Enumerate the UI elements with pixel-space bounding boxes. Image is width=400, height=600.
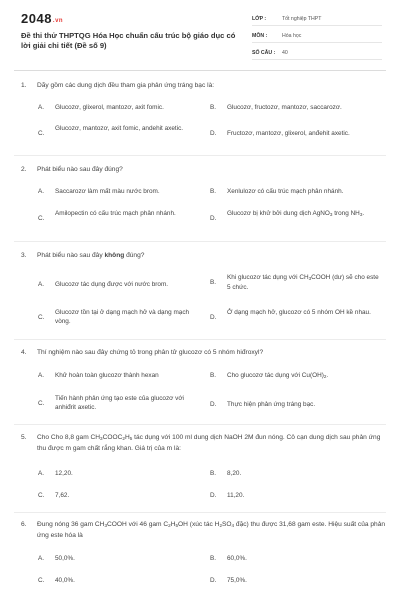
question-separator — [14, 155, 386, 156]
q1-option-d[interactable]: D. Fructozơ, mantozơ, glixerol, anđehit axetic. — [210, 130, 350, 137]
question-2: 2. Phát biểu nào sau đây đúng? — [21, 166, 123, 173]
question-separator — [14, 339, 386, 340]
q5-option-a[interactable]: A. 12,20. — [38, 470, 73, 477]
q6-option-b[interactable]: B. 60,0%. — [210, 555, 247, 562]
exam-title: Đề thi thử THPTQG Hóa Học chuẩn cấu trúc bộ giáo dục có lời giải chi tiết (Đề số 9) — [21, 31, 236, 50]
question-6: 6. Đung nóng 36 gam $CH_3COOH$ với 46 gam $C_2H_5OH$ (xúc tác $H_2SO_4$ đặc) thu được 31,68 gam este. Hiệu suất của phản ứng este hóa là — [21, 521, 386, 539]
q3-option-b[interactable]: B. Khi glucozơ tác dụng với $CH_3COOH$ (dư) sẽ cho este 5 chức. — [210, 274, 379, 291]
q3-option-a[interactable]: A. Glucozơ tác dụng được với nước brom. — [38, 281, 169, 288]
q2-option-c[interactable]: C. Amilopectin có cấu trúc mạch phân nhánh. — [38, 210, 176, 222]
meta-row-subject: MÔN : Hóa học — [252, 29, 382, 43]
question-stem: Phát biểu nào sau đây đúng? — [37, 166, 123, 173]
exam-meta — [252, 12, 382, 63]
question-stem: Dãy gồm các dung dịch đều tham gia phản ứng tráng bạc là: — [37, 82, 215, 89]
q6-option-c[interactable]: C. 40,0%. — [38, 577, 75, 584]
question-stem: Đung nóng 36 gam $CH_3COOH$ với 46 gam $C_2H_5OH$ (xúc tác $H_2SO_4$ đặc) thu được 31,68 gam este. Hiệu suất của phản ứng este hóa là — [37, 521, 386, 539]
q4-option-b[interactable]: B. Cho glucozơ tác dụng với $Cu(OH)_2$. — [210, 372, 329, 379]
question-separator — [14, 424, 386, 425]
q4-option-c[interactable]: C. Tiến hành phản ứng tạo este của glucozơ với anhiđrit axetic. — [38, 395, 184, 411]
meta-row-class: LỚP : Tốt nghiệp THPT — [252, 12, 382, 26]
question-separator — [14, 512, 386, 513]
q2-option-a[interactable]: A. Saccarozơ làm mất màu nước brom. — [38, 188, 160, 195]
question-stem: Cho Cho 8,8 gam $CH_3COOC_2H_5$ tác dụng với 100 ml dung dịch NaOH 2M đun nóng. Cô cạn dung dịch sau phản ứng thu được m gam chất rắng khan. Giá trị của m là: — [37, 434, 381, 452]
question-1: 1. Dãy gồm các dung dịch đều tham gia phản ứng tráng bạc là: — [21, 82, 215, 89]
q5-option-c[interactable]: C. 7,62. — [38, 492, 70, 499]
q3-option-c[interactable]: C. Glucozơ tồn tại ở dạng mạch hở và dạng mạch vòng. — [38, 309, 190, 325]
q3-option-d[interactable]: D. Ở dạng mạch hở, glucozơ có 5 nhóm OH kề nhau. — [210, 309, 371, 321]
q2-option-b[interactable]: B. Xenlulozơ có cấu trúc mạch phân nhánh. — [210, 188, 344, 195]
q4-option-a[interactable]: A. Khử hoàn toàn glucozơ thành hexan — [38, 372, 159, 379]
q2-option-d[interactable]: D. Glucozơ bị khử bởi dung dịch AgNO$_3$ trong $NH_3$. — [210, 210, 365, 222]
q4-option-d[interactable]: D. Thực hiện phản ứng tráng bạc. — [210, 401, 316, 408]
q5-option-d[interactable]: D. 11,20. — [210, 492, 245, 499]
q1-option-a[interactable]: A. Glucozơ, glixerol, mantozơ, axit fomic. — [38, 104, 164, 111]
q1-option-b[interactable]: B. Glucozơ, fructozơ, mantozơ, saccarozơ. — [210, 104, 342, 111]
q6-option-a[interactable]: A. 50,0%. — [38, 555, 75, 562]
question-3: 3. Phát biểu nào sau đây không đúng? — [21, 252, 145, 259]
q6-option-d[interactable]: D. 75,0%. — [210, 577, 247, 584]
question-4: 4. Thí nghiệm nào sau đây chứng tỏ trong phân tử glucozơ có 5 nhóm hiđroxyl? — [21, 349, 264, 356]
meta-row-count: SỐ CÂU : 40 — [252, 46, 382, 60]
q5-option-b[interactable]: B. 8,20. — [210, 470, 242, 477]
question-stem: Phát biểu nào sau đây không đúng? — [37, 252, 145, 259]
q1-option-c[interactable]: C. Glucozơ, mantozơ, axit fomic, andehit axetic. — [38, 125, 184, 137]
question-separator — [14, 241, 386, 242]
question-stem: Thí nghiệm nào sau đây chứng tỏ trong phân tử glucozơ có 5 nhóm hiđroxyl? — [37, 349, 264, 356]
header — [0, 0, 400, 60]
header-divider — [14, 70, 386, 71]
site-logo[interactable]: 2048.vn — [21, 11, 64, 26]
question-5: 5. Cho Cho 8,8 gam $CH_3COOC_2H_5$ tác dụng với 100 ml dung dịch NaOH 2M đun nóng. Cô cạn dung dịch sau phản ứng thu được m gam chất rắng khan. Giá trị của m là: — [21, 434, 381, 452]
